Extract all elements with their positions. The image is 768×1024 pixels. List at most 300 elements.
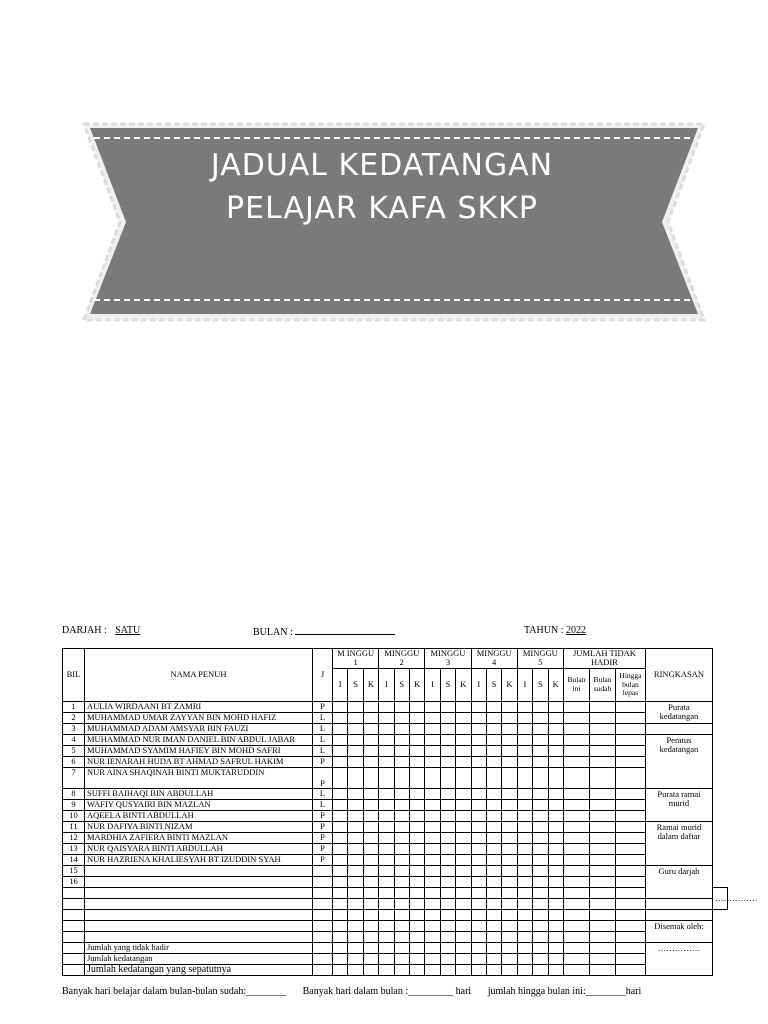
cell-bil: 13 — [63, 843, 85, 854]
banner-title-line1: JADUAL KEDATANGAN — [210, 148, 554, 183]
cell-attendance — [589, 767, 615, 788]
cell-attendance — [333, 832, 348, 843]
cell-attendance — [548, 942, 563, 953]
cell-ringkasan: Guru darjah — [645, 865, 712, 898]
cell-attendance — [615, 854, 645, 865]
cell-attendance — [548, 843, 563, 854]
cell-attendance — [456, 898, 471, 909]
cell-attendance — [333, 865, 348, 876]
cell-attendance — [363, 843, 378, 854]
cell-attendance — [456, 909, 471, 920]
cell-attendance — [615, 756, 645, 767]
cell-attendance — [533, 865, 548, 876]
darjah-field — [62, 625, 146, 636]
cell-attendance — [486, 865, 501, 876]
cell-attendance — [440, 920, 455, 931]
cell-attendance — [563, 810, 589, 821]
cell-attendance — [456, 920, 471, 931]
cell-attendance — [563, 723, 589, 734]
cell-attendance — [533, 964, 548, 975]
cell-attendance — [394, 734, 409, 745]
cell-attendance — [589, 832, 615, 843]
col-header-jumlah-sub: Bulan sudah — [589, 668, 615, 701]
cell-attendance — [563, 854, 589, 865]
cell-attendance — [363, 799, 378, 810]
cell-nama — [85, 887, 313, 898]
cell-attendance — [471, 799, 486, 810]
cell-attendance — [333, 821, 348, 832]
cell-bil: 11 — [63, 821, 85, 832]
cell-attendance — [471, 843, 486, 854]
cell-attendance — [409, 909, 424, 920]
cell-attendance — [394, 832, 409, 843]
cell-attendance — [517, 942, 532, 953]
cell-attendance — [456, 821, 471, 832]
cell-attendance — [589, 854, 615, 865]
cell-attendance — [563, 953, 589, 964]
cell-nama: NUR QAISYARA BINTI ABDULLAH — [85, 843, 313, 854]
cell-attendance — [333, 920, 348, 931]
cell-jantina — [313, 931, 333, 942]
cell-attendance — [379, 821, 394, 832]
cell-attendance — [333, 887, 348, 898]
cell-attendance — [517, 723, 532, 734]
bulan-label: BULAN : — [253, 627, 293, 638]
col-header-isk: K — [363, 668, 378, 701]
col-header-week-5: MINGGU 5 — [517, 649, 563, 669]
cell-attendance — [425, 865, 440, 876]
cell-attendance — [615, 865, 645, 876]
footer-days-studied: Banyak hari belajar dalam bulan-bulan sudah:________ — [62, 986, 287, 997]
cell-attendance — [502, 865, 517, 876]
cell-attendance — [440, 843, 455, 854]
tahun-value: 2022 — [565, 625, 586, 636]
cell-attendance — [363, 832, 378, 843]
cell-attendance — [563, 788, 589, 799]
cell-attendance — [589, 865, 615, 876]
col-header-j: J — [313, 649, 333, 702]
cell-attendance — [533, 745, 548, 756]
cell-attendance — [615, 734, 645, 745]
cell-attendance — [502, 832, 517, 843]
cell-attendance — [379, 734, 394, 745]
cell-jantina: P — [313, 810, 333, 821]
cell-nama — [85, 865, 313, 876]
cell-attendance — [394, 756, 409, 767]
cell-attendance — [548, 712, 563, 723]
cell-attendance — [517, 756, 532, 767]
cell-attendance — [486, 745, 501, 756]
cell-nama — [85, 909, 313, 920]
cell-attendance — [517, 832, 532, 843]
cell-nama: MARDHIA ZAFIERA BINTI MAZLAN — [85, 832, 313, 843]
cell-attendance — [517, 964, 532, 975]
cell-jantina — [313, 909, 333, 920]
cell-attendance — [615, 953, 645, 964]
col-header-isk: I — [517, 668, 532, 701]
cell-attendance — [589, 909, 615, 920]
cell-attendance — [348, 821, 363, 832]
cell-attendance — [502, 799, 517, 810]
col-header-week-3: MINGGU 3 — [425, 649, 471, 669]
cell-attendance — [379, 843, 394, 854]
cell-attendance — [471, 734, 486, 745]
cell-attendance — [563, 756, 589, 767]
cell-attendance — [486, 712, 501, 723]
table-row — [63, 745, 728, 756]
cell-bil: 12 — [63, 832, 85, 843]
cell-attendance — [502, 887, 517, 898]
cell-attendance — [409, 920, 424, 931]
cell-attendance — [533, 942, 548, 953]
cell-bil: 2 — [63, 712, 85, 723]
cell-attendance — [379, 865, 394, 876]
cell-attendance — [363, 931, 378, 942]
cell-attendance — [440, 788, 455, 799]
table-row — [63, 799, 728, 810]
cell-attendance — [471, 854, 486, 865]
cell-attendance — [615, 788, 645, 799]
cell-attendance — [425, 942, 440, 953]
cell-attendance — [379, 701, 394, 712]
cell-attendance — [440, 887, 455, 898]
cell-attendance — [333, 898, 348, 909]
table-row — [63, 712, 728, 723]
cell-attendance — [533, 898, 548, 909]
cell-attendance — [615, 701, 645, 712]
cell-attendance — [440, 767, 455, 788]
cell-attendance — [425, 876, 440, 887]
cell-nama: NUR HAZRIENA KHALIESYAH BT IZUDDIN SYAH — [85, 854, 313, 865]
cell-attendance — [471, 887, 486, 898]
tahun-field — [524, 625, 586, 636]
cell-attendance — [615, 832, 645, 843]
cell-jantina: P — [313, 756, 333, 767]
cell-attendance — [363, 909, 378, 920]
cell-attendance — [425, 810, 440, 821]
cell-attendance — [502, 953, 517, 964]
cell-attendance — [486, 799, 501, 810]
cell-attendance — [502, 701, 517, 712]
cell-attendance — [548, 788, 563, 799]
table-row — [63, 821, 728, 832]
col-header-week-1: M INGGU 1 — [333, 649, 379, 669]
darjah-label: DARJAH : — [62, 625, 107, 636]
cell-attendance — [486, 767, 501, 788]
cell-attendance — [363, 788, 378, 799]
cell-attendance — [502, 745, 517, 756]
cell-attendance — [409, 788, 424, 799]
cell-attendance — [379, 876, 394, 887]
title-banner — [80, 120, 708, 325]
cell-attendance — [409, 898, 424, 909]
cell-attendance — [589, 931, 615, 942]
cell-attendance — [456, 931, 471, 942]
table-row — [63, 898, 728, 909]
tahun-label: TAHUN : — [524, 625, 564, 636]
cell-attendance — [333, 734, 348, 745]
cell-jantina — [313, 964, 333, 975]
cell-attendance — [348, 767, 363, 788]
cell-attendance — [502, 767, 517, 788]
cell-attendance — [456, 876, 471, 887]
cell-attendance — [589, 712, 615, 723]
cell-nama: NUR AINA SHAQINAH BINTI MUKTARUDDIN — [85, 767, 313, 788]
cell-attendance — [471, 942, 486, 953]
cell-attendance — [440, 854, 455, 865]
cell-attendance — [440, 701, 455, 712]
cell-attendance — [615, 712, 645, 723]
cell-attendance — [409, 767, 424, 788]
cell-bil: 3 — [63, 723, 85, 734]
col-header-jumlah-sub: Hingga bulan lepas — [615, 668, 645, 701]
cell-attendance — [471, 876, 486, 887]
cell-attendance — [348, 843, 363, 854]
cell-attendance — [548, 909, 563, 920]
cell-nama — [85, 920, 313, 931]
cell-attendance — [615, 821, 645, 832]
cell-ringkasan: Peratus kedatangan — [645, 734, 712, 788]
cell-attendance — [425, 745, 440, 756]
cell-attendance — [363, 953, 378, 964]
cell-attendance — [348, 964, 363, 975]
cell-attendance — [394, 931, 409, 942]
cell-ringkasan: Disemak oleh: — [645, 920, 712, 942]
cell-attendance — [502, 920, 517, 931]
cell-bil — [63, 953, 85, 964]
cell-attendance — [409, 734, 424, 745]
cell-attendance — [379, 953, 394, 964]
table-row — [63, 767, 728, 788]
cell-attendance — [502, 712, 517, 723]
cell-attendance — [563, 887, 589, 898]
cell-attendance — [379, 767, 394, 788]
cell-attendance — [502, 756, 517, 767]
cell-attendance — [363, 734, 378, 745]
cell-attendance — [348, 745, 363, 756]
cell-jantina: P — [313, 854, 333, 865]
cell-attendance — [333, 931, 348, 942]
cell-attendance — [379, 788, 394, 799]
cell-attendance — [615, 723, 645, 734]
cell-attendance — [517, 909, 532, 920]
cell-nama: MUHAMMAD SYAMIM HAFIEY BIN MOHD SAFRI — [85, 745, 313, 756]
cell-attendance — [425, 734, 440, 745]
cell-attendance — [533, 788, 548, 799]
cell-attendance — [589, 756, 615, 767]
summary-row — [63, 964, 728, 975]
cell-attendance — [533, 734, 548, 745]
cell-attendance — [456, 712, 471, 723]
cell-attendance — [563, 865, 589, 876]
cell-attendance — [517, 734, 532, 745]
cell-attendance — [409, 854, 424, 865]
cell-attendance — [548, 701, 563, 712]
cell-attendance — [548, 799, 563, 810]
table-row — [63, 701, 728, 712]
cell-attendance — [486, 832, 501, 843]
cell-attendance — [486, 821, 501, 832]
cell-attendance — [563, 964, 589, 975]
cell-attendance — [425, 887, 440, 898]
col-header-isk: S — [533, 668, 548, 701]
footer-total-to-date: jumlah hingga bulan ini:________hari — [487, 986, 642, 997]
cell-attendance — [425, 920, 440, 931]
cell-nama: NUR DAFIYA BINTI NIZAM — [85, 821, 313, 832]
cell-attendance — [548, 810, 563, 821]
cell-attendance — [517, 712, 532, 723]
cell-attendance — [363, 876, 378, 887]
cell-bil: 1 — [63, 701, 85, 712]
cell-attendance — [363, 756, 378, 767]
cell-attendance — [394, 701, 409, 712]
cell-attendance — [533, 701, 548, 712]
bulan-blank — [295, 625, 395, 635]
cell-attendance — [615, 909, 645, 920]
cell-jantina: P — [313, 767, 333, 788]
cell-attendance — [425, 953, 440, 964]
cell-attendance — [533, 799, 548, 810]
cell-attendance — [548, 964, 563, 975]
cell-attendance — [589, 953, 615, 964]
cell-attendance — [333, 810, 348, 821]
cell-attendance — [394, 788, 409, 799]
cell-attendance — [425, 843, 440, 854]
col-header-isk: K — [409, 668, 424, 701]
cell-attendance — [440, 712, 455, 723]
footer-notes — [62, 986, 742, 997]
cell-attendance — [394, 843, 409, 854]
cell-attendance — [548, 756, 563, 767]
cell-attendance — [517, 931, 532, 942]
cell-jantina: P — [313, 701, 333, 712]
cell-attendance — [589, 876, 615, 887]
cell-attendance — [348, 723, 363, 734]
cell-attendance — [456, 734, 471, 745]
cell-attendance — [533, 931, 548, 942]
cell-attendance — [394, 854, 409, 865]
header-row — [63, 649, 728, 669]
cell-attendance — [379, 854, 394, 865]
cell-attendance — [563, 843, 589, 854]
cell-attendance — [379, 887, 394, 898]
cell-jantina: L — [313, 788, 333, 799]
cell-nama: MUHAMMAD ADAM AMSYAR BIN FAUZI — [85, 723, 313, 734]
cell-attendance — [394, 712, 409, 723]
cell-attendance — [589, 734, 615, 745]
cell-attendance — [471, 931, 486, 942]
cell-attendance — [440, 909, 455, 920]
cell-attendance — [615, 799, 645, 810]
cell-attendance — [409, 865, 424, 876]
cell-attendance — [502, 898, 517, 909]
cell-attendance — [394, 876, 409, 887]
cell-attendance — [615, 942, 645, 953]
cell-attendance — [486, 942, 501, 953]
cell-attendance — [409, 953, 424, 964]
cell-attendance — [502, 821, 517, 832]
cell-attendance — [486, 898, 501, 909]
cell-attendance — [486, 909, 501, 920]
cell-attendance — [333, 953, 348, 964]
col-header-bil: BIL — [63, 649, 85, 702]
cell-attendance — [456, 843, 471, 854]
cell-attendance — [379, 909, 394, 920]
cell-attendance — [456, 887, 471, 898]
cell-attendance — [548, 745, 563, 756]
cell-attendance — [425, 964, 440, 975]
cell-attendance — [502, 931, 517, 942]
cell-attendance — [348, 920, 363, 931]
cell-attendance — [502, 734, 517, 745]
cell-nama: AQEELA BINTI ABDULLAH — [85, 810, 313, 821]
cell-attendance — [502, 854, 517, 865]
cell-attendance — [425, 821, 440, 832]
cell-attendance — [394, 953, 409, 964]
cell-attendance — [517, 887, 532, 898]
col-header-ringkasan: RINGKASAN — [645, 649, 712, 702]
cell-attendance — [471, 745, 486, 756]
cell-attendance — [440, 898, 455, 909]
cell-jantina: P — [313, 821, 333, 832]
cell-attendance — [440, 756, 455, 767]
cell-ringkasan: Ramai murid dalam daftar — [645, 821, 712, 865]
cell-nama: NUR IENARAH HUDA BT AHMAD SAFRUL HAKIM — [85, 756, 313, 767]
cell-attendance — [563, 799, 589, 810]
col-header-week-2: MINGGU 2 — [379, 649, 425, 669]
cell-jantina — [313, 920, 333, 931]
cell-bil: 7 — [63, 767, 85, 788]
cell-attendance — [348, 734, 363, 745]
cell-attendance — [486, 854, 501, 865]
cell-jantina — [313, 953, 333, 964]
cell-attendance — [548, 865, 563, 876]
cell-attendance — [615, 876, 645, 887]
cell-bil — [63, 909, 85, 920]
cell-attendance — [486, 876, 501, 887]
cell-attendance — [471, 712, 486, 723]
cell-jantina: P — [313, 843, 333, 854]
table-row — [63, 909, 728, 920]
cell-attendance — [348, 887, 363, 898]
cell-attendance — [471, 920, 486, 931]
cell-attendance — [517, 876, 532, 887]
cell-attendance — [394, 964, 409, 975]
cell-attendance — [533, 821, 548, 832]
cell-attendance — [563, 821, 589, 832]
cell-attendance — [563, 712, 589, 723]
cell-attendance — [589, 942, 615, 953]
col-header-isk: S — [348, 668, 363, 701]
cell-attendance — [333, 745, 348, 756]
cell-attendance — [548, 767, 563, 788]
cell-attendance — [533, 920, 548, 931]
col-header-isk: I — [379, 668, 394, 701]
cell-attendance — [440, 723, 455, 734]
banner-title-line2: PELAJAR KAFA SKKP — [226, 191, 538, 226]
cell-attendance — [394, 821, 409, 832]
cell-attendance — [409, 701, 424, 712]
cell-attendance — [615, 931, 645, 942]
col-header-isk: K — [502, 668, 517, 701]
cell-attendance — [533, 810, 548, 821]
cell-jantina: L — [313, 734, 333, 745]
summary-row — [63, 953, 728, 964]
cell-attendance — [333, 876, 348, 887]
cell-attendance — [440, 745, 455, 756]
cell-attendance — [348, 898, 363, 909]
cell-attendance — [409, 832, 424, 843]
